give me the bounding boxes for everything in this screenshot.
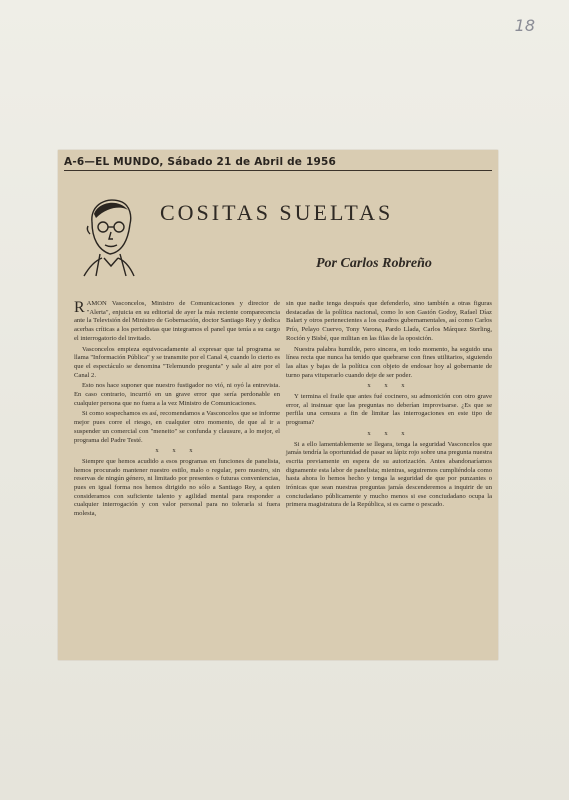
newspaper-clipping <box>58 150 498 660</box>
article-column-right <box>286 300 492 512</box>
page-number: 18 <box>514 16 535 35</box>
paragraph: Siempre que hemos acudido a esos programas en funciones de panelista, hemos procurado mantener nuestro estilo, malo o regular, pero nuestro, sin reservas de ningún género, ni limitado por presentes o futuras conveniencias, pues en igual forma nos hemos dirigido no sólo a Santiago Rey, a quien consideramos con suficiente talento y agilidad mental para responder a cualquier interrogación y con valor personal para no tolerarla si fuera molesta, <box>74 457 280 518</box>
article-title: COSITAS SUELTAS <box>160 200 394 225</box>
paragraph: Vasconcelos empieza equivocadamente al expresar que tal programa se llama "Información Pública" y se transmite por el Canal 4, cuando lo cierto es que el espectáculo se denomina "Telemundo pregunta" y sale al aire por el Canal 2. <box>74 345 280 379</box>
section-separator: x x x <box>367 382 411 390</box>
paragraph: Esto nos hace suponer que nuestro fustigador no vió, ni oyó la entrevista. En caso contrario, incurrió en un grave error que sería perdonable en cualquier persona que no fuera a la vez Ministro de Comunicaciones. <box>74 382 280 407</box>
paragraph: Nuestra palabra humilde, pero sincera, en todo momento, ha seguido una línea recta que nunca ha tenido que quebrarse con fines utilitarios, siguiendo las altas y bajas de la política con objeto de endosar hoy al gobernante de turno para vituperarlo cuando deje de ser poder. <box>286 345 492 379</box>
paragraph: sin que nadie tenga después que defenderlo, sino también a otras figuras destacadas de la política nacional, como lo son Gastón Godoy, Rafael Díaz Balart y otros pertenecientes a los cuadros gubernamentales, así como Carlos Prío, Pelayo Cuervo, Tony Varona, Pardo Llada, Carlos Márquez Sterling, Roción y Bisbé, que militan en las filas de la oposición. <box>286 300 492 342</box>
paragraph: Si como sospechamos es así, recomendamos a Vasconcelos que se informe mejor pues corre el riesgo, en cualquier otro momento, de que al ir a suspender un comercial con "meneito" se confunda y clausure, a lo mejor, el programa del Padre Testé. <box>74 410 280 444</box>
drop-cap: R <box>74 299 85 316</box>
author-portrait-sketch <box>78 192 140 278</box>
paragraph: Y termina el fraile que antes fué cocinero, su admonición con otro grave error, al insinuar que las preguntas no deberían improvisarse. ¿Es que se perfila una censura a fin de limitar las interrogaciones en este tipo de programa? <box>286 393 492 427</box>
section-separator: x x x <box>367 429 411 437</box>
article-byline: Por Carlos Robreño <box>316 256 432 271</box>
section-separator: x x x <box>155 447 199 455</box>
paragraph <box>74 300 280 344</box>
paragraph-text: AMON Vasconcelos, Ministro de Comunicaciones y director de "Alerta", enjuicia en su editorial de ayer la más reciente comparecencia ante la Televisión del Ministro de Gobernación, doctor Santiago Rey y dedica acerbas críticas a los periodistas que integramos el panel que tenía a su cargo el interrogatorio del invitado. <box>74 300 280 342</box>
paragraph: Si a ello lamentablemente se llegara, tenga la seguridad Vasconcelos que jamás tendría la oportunidad de pasar su lápiz rojo sobre una pregunta nuestra escrita previamente en espera de su autorización. Antes abandonaríamos dignamente esta labor de panelista; mientras, seguiremos cumpliéndola como hasta ahora lo hemos hecho y tenga la seguridad de que por punzantes o irónicas que sean nuestras preguntas jamás descenderemos a inquirir de un conciudadano públicamente y mucho menos si ese conciudadano ocupa la primera magistratura de la República, si es carne o pescado. <box>286 440 492 509</box>
newspaper-header: A-6—EL MUNDO, Sábado 21 de Abril de 1956 <box>64 156 492 171</box>
article-column-left <box>74 300 280 521</box>
